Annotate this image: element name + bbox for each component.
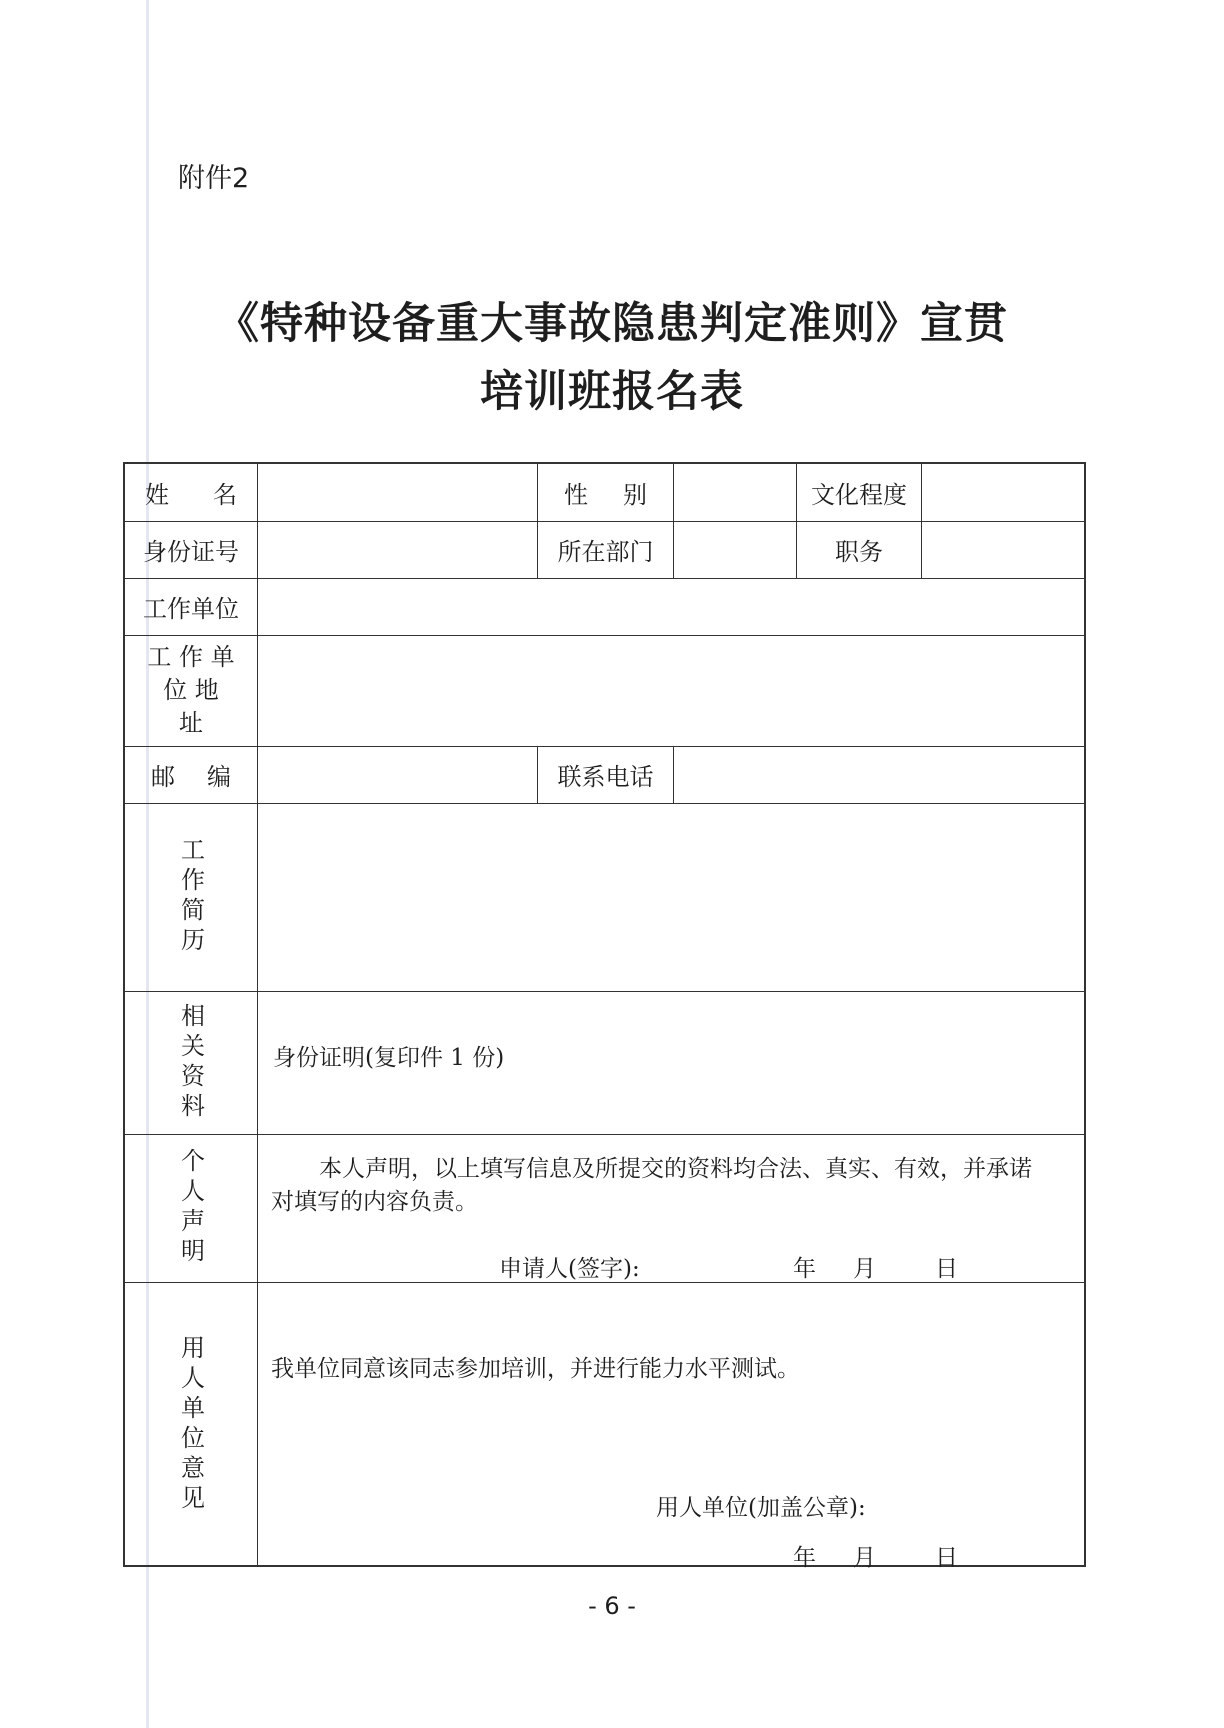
employer-opinion-label — [125, 1282, 257, 1567]
registration-form-table — [123, 462, 1086, 1571]
education-label: 文化程度 — [811, 481, 907, 509]
postcode-label-char: 编 — [207, 763, 231, 791]
form-title: 《特种设备重大事故隐患判定准则》宣贯 — [216, 299, 1008, 349]
employer-seal-label: 用人单位(加盖公章): — [656, 1495, 866, 1521]
gender-label-char: 性 — [564, 481, 588, 509]
date-year: 年 — [793, 1256, 816, 1282]
employer-opinion-label-text: 用人单位意见 — [176, 1334, 205, 1515]
applicant-signature-field[interactable] — [665, 1244, 785, 1278]
attachment-label: 附件2 — [178, 163, 250, 194]
declaration-label — [125, 1134, 257, 1282]
employer-label: 工作单位 — [143, 595, 239, 623]
department-field[interactable] — [674, 521, 796, 578]
phone-field[interactable] — [674, 746, 1086, 803]
seal-date-year: 年 — [793, 1545, 816, 1571]
row-divider — [125, 1134, 1086, 1135]
name-field[interactable] — [258, 464, 537, 521]
seal-date-day: 日 — [935, 1545, 958, 1571]
date-month: 月 — [853, 1256, 876, 1282]
postcode-label — [125, 746, 257, 803]
applicant-signature-label: 申请人(签字): — [499, 1256, 640, 1282]
declaration-text-line2: 对填写的内容负责。 — [271, 1189, 478, 1215]
employer-address-field[interactable] — [258, 635, 1086, 746]
work-resume-label-text: 工作简历 — [176, 837, 205, 957]
education-field[interactable] — [922, 464, 1086, 521]
name-label-char: 名 — [213, 481, 237, 509]
postcode-field[interactable] — [258, 746, 537, 803]
address-label-line: 址 — [179, 709, 203, 737]
declaration-label-text: 个人声明 — [176, 1148, 205, 1268]
form-subtitle: 培训班报名表 — [480, 367, 744, 417]
page-number: - 6 - — [588, 1592, 636, 1620]
materials-text: 身份证明(复印件 1 份) — [273, 1045, 505, 1071]
address-label-line: 工 作 单 — [147, 643, 235, 671]
employer-opinion-text: 我单位同意该同志参加培训，并进行能力水平测试。 — [271, 1356, 800, 1382]
employer-field[interactable] — [258, 578, 1086, 635]
id-number-field[interactable] — [258, 521, 537, 578]
postcode-label-char: 邮 — [151, 763, 175, 791]
address-label-line: 位 地 — [163, 676, 219, 704]
position-label: 职务 — [835, 538, 883, 566]
phone-label: 联系电话 — [557, 763, 654, 791]
materials-label — [125, 991, 257, 1134]
id-number-label: 身份证号 — [143, 538, 239, 566]
department-label: 所在部门 — [557, 538, 654, 566]
employer-address-label — [125, 635, 257, 746]
name-label-char: 姓 — [145, 481, 169, 509]
gender-field[interactable] — [674, 464, 796, 521]
declaration-text-line1: 本人声明，以上填写信息及所提交的资料均合法、真实、有效，并承诺 — [319, 1156, 1032, 1182]
date-day: 日 — [935, 1256, 958, 1282]
gender-label-char: 别 — [623, 481, 647, 509]
work-resume-label — [125, 803, 257, 991]
materials-label-text: 相关资料 — [176, 1002, 205, 1123]
row-divider — [125, 991, 1086, 992]
gender-label — [538, 464, 673, 521]
name-label — [125, 464, 257, 521]
work-resume-field[interactable] — [258, 803, 1086, 991]
seal-date-month: 月 — [853, 1545, 876, 1571]
position-field[interactable] — [922, 521, 1086, 578]
